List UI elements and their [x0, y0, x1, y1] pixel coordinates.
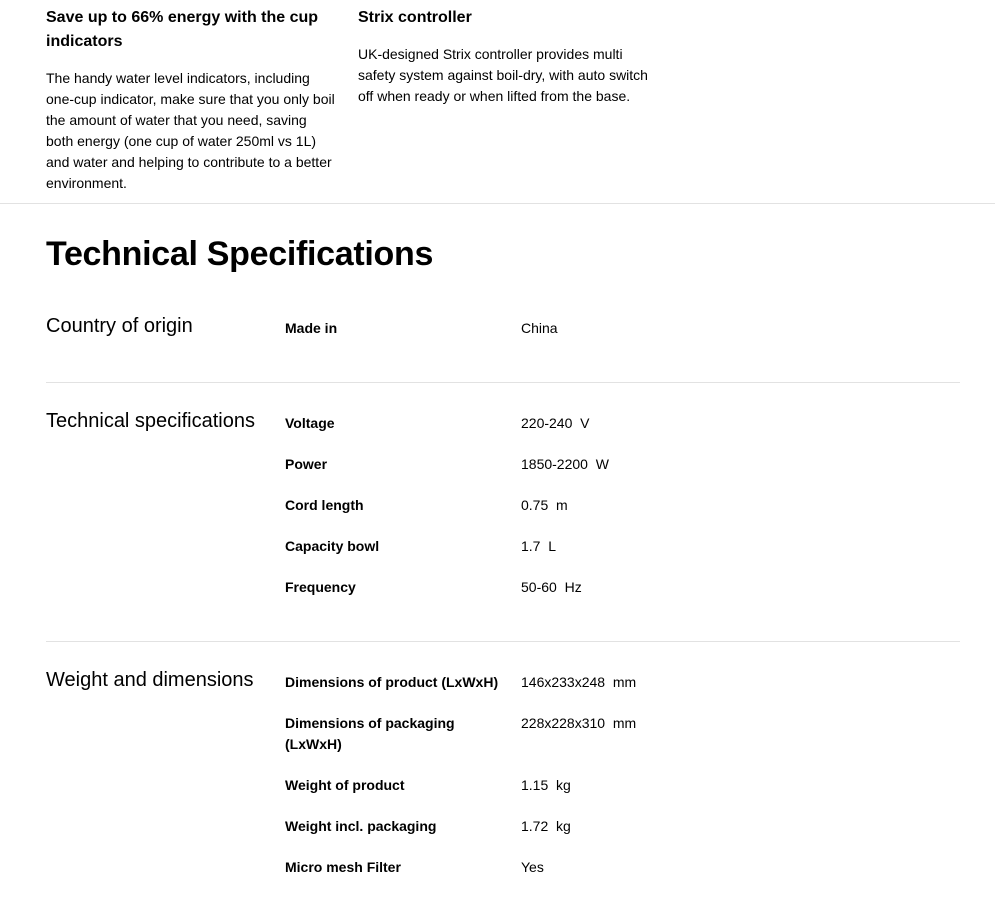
spec-row-frequency	[285, 577, 960, 598]
feature-title: Strix controller	[358, 9, 472, 26]
feature-cup-indicators	[46, 0, 336, 194]
section-divider	[0, 203, 995, 204]
spec-label: Weight of product	[285, 777, 405, 793]
spec-value: 1.15 kg	[521, 777, 571, 793]
feature-description: The handy water level indicators, including one-cup indicator, make sure that you only boil the amount of water that you need, saving both energy (one cup of water 250ml vs 1L) and water and helping to contribute to a better environment.	[46, 70, 335, 191]
spec-rows	[285, 413, 960, 618]
spec-value: 0.75 m	[521, 497, 568, 513]
spec-value: 1850-2200 W	[521, 456, 609, 472]
spec-label: Made in	[285, 320, 338, 336]
spec-rows	[285, 318, 960, 359]
spec-label: Power	[285, 456, 328, 472]
spec-label: Micro mesh Filter	[285, 859, 401, 875]
spec-label: Voltage	[285, 415, 335, 431]
spec-row-micro-mesh-filter	[285, 857, 960, 878]
spec-row-packaging-dimensions	[285, 713, 960, 755]
spec-row-product-weight	[285, 775, 960, 796]
spec-value: 50-60 Hz	[521, 579, 582, 595]
spec-value: 1.7 L	[521, 538, 557, 554]
spec-value: 146x233x248 mm	[521, 674, 637, 690]
spec-label: Weight incl. packaging	[285, 818, 437, 834]
specifications-heading: Technical Specifications	[46, 235, 434, 273]
spec-label: Cord length	[285, 497, 364, 513]
spec-value: 228x228x310 mm	[521, 715, 637, 731]
feature-description: UK-designed Strix controller provides multi safety system against boil-dry, with auto switch off when ready or when lifted from the base.	[358, 46, 648, 104]
spec-label: Frequency	[285, 579, 356, 595]
spec-section-title: Country of origin	[46, 315, 193, 337]
spec-label: Dimensions of product (LxWxH)	[285, 674, 499, 690]
spec-section-title: Technical specifications	[46, 410, 255, 432]
spec-row-packaged-weight	[285, 816, 960, 837]
spec-label: Dimensions of packaging (LxWxH)	[285, 715, 455, 752]
spec-value: 1.72 kg	[521, 818, 571, 834]
spec-row-voltage	[285, 413, 960, 434]
spec-row-capacity-bowl	[285, 536, 960, 557]
spec-row-made-in	[285, 318, 960, 339]
feature-strix-controller	[358, 0, 648, 107]
spec-value: China	[521, 320, 558, 336]
feature-highlights	[0, 0, 995, 203]
spec-rows	[285, 672, 960, 898]
spec-value: 220-240 V	[521, 415, 590, 431]
spec-row-cord-length	[285, 495, 960, 516]
spec-row-product-dimensions	[285, 672, 960, 693]
feature-title: Save up to 66% energy with the cup indicators	[46, 9, 319, 50]
section-divider	[46, 641, 960, 642]
section-divider	[46, 382, 960, 383]
spec-row-power	[285, 454, 960, 475]
spec-label: Capacity bowl	[285, 538, 380, 554]
spec-value: Yes	[521, 859, 544, 875]
spec-section-title: Weight and dimensions	[46, 669, 254, 691]
